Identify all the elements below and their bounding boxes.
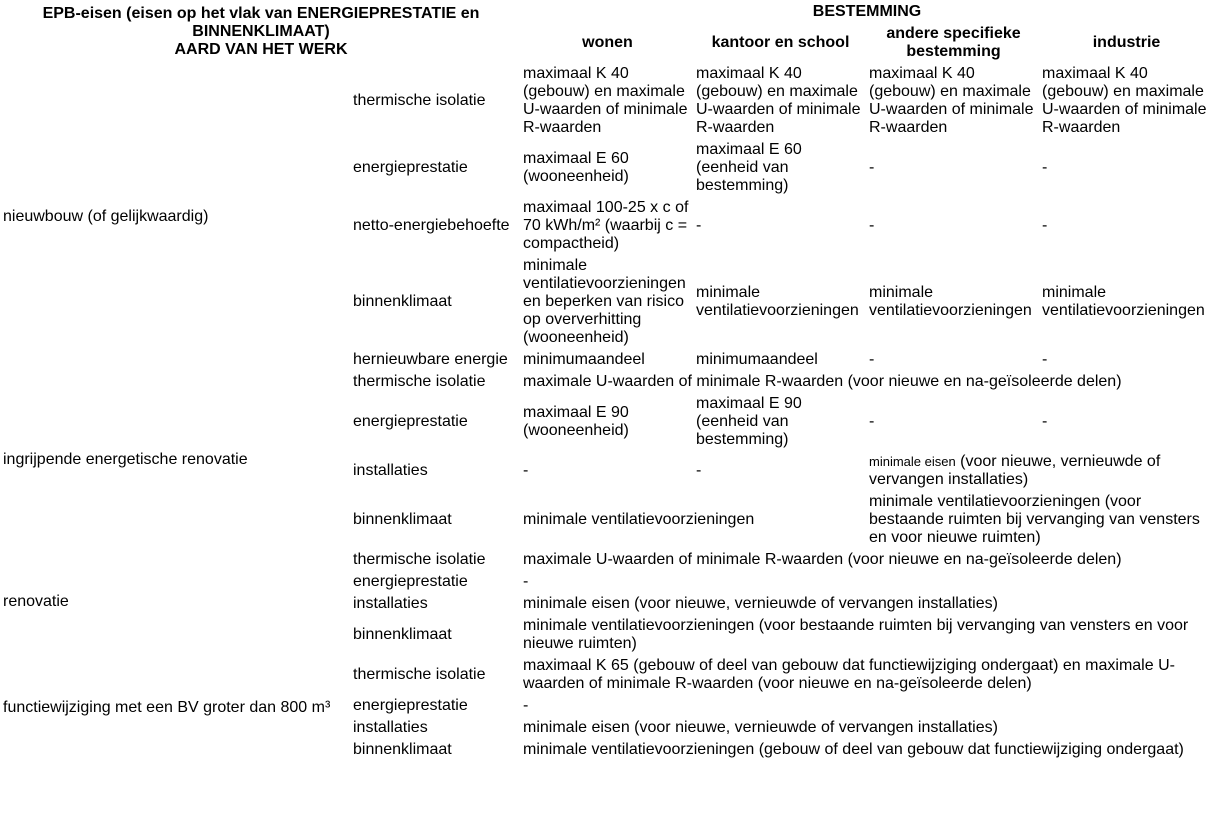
text-e60: maximaal E 60 [523,150,629,167]
text-min-vent: minimale ventilatievoorzieningen [523,257,686,292]
cell-nieuwbouw-thermisch-industrie [1041,64,1212,138]
bestemming-label: BESTEMMING [812,3,922,20]
cell-nieuwbouw-binnen-industrie [1041,256,1212,348]
sub-label-thermische-isolatie: thermische isolatie [353,373,486,390]
text-dash: - [523,462,529,479]
text-voor-bestaande: (voor bestaande ruimten bij vervanging van vensters en voor nieuwe ruimten) [523,617,1189,652]
text-en: en [1062,657,1081,674]
text-wooneenheid: (wooneenheid) [523,329,629,346]
text-min-vent: minimale ventilatievoorzieningen [523,617,755,634]
corner-header-cell [2,2,520,62]
sub-label-energieprestatie: energieprestatie [353,159,468,176]
text-e90: maximaal E 90 [523,404,629,421]
text-k65: maximaal K 65 [523,657,629,674]
cell-ingrijpend-binnen-wonen-kantoor [522,492,866,548]
text-e90: maximaal E 90 [696,395,802,412]
text-dash: - [869,413,875,430]
text-voor-installaties: (voor nieuwe, vernieuwde of vervangen installaties) [634,719,998,736]
cell-nieuwbouw-hernieuwbaar-andere [868,350,1039,370]
text-dash: - [696,217,702,234]
header-row-bestemming [2,2,1212,22]
sub-label-thermische-isolatie: thermische isolatie [353,551,486,568]
text-wooneenheid: (wooneenheid) [523,422,629,439]
text-gebouw: (gebouw) [869,83,936,100]
text-min-eisen: minimale eisen [523,719,630,736]
cell-nieuwbouw-hernieuwbaar-kantoor [695,350,866,370]
text-voor-delen: (voor nieuwe en na-geïsoleerde delen) [847,373,1122,390]
text-voor-installaties: (voor nieuwe, vernieuwde of vervangen installaties) [634,595,998,612]
text-dash: - [1042,351,1048,368]
cell-nieuwbouw-hernieuwbaar-industrie [1041,350,1212,370]
text-netto-l3: 70 kWh/m² [523,217,601,234]
text-dash: - [869,159,875,176]
sub-label-binnenklimaat: binnenklimaat [353,293,452,310]
text-k40: maximaal K 40 [1042,65,1148,82]
sub-label-binnenklimaat: binnenklimaat [353,511,452,528]
text-gebouw: (gebouw) [696,83,763,100]
text-en: en [767,83,785,100]
cell-functie-installaties-all [522,718,1212,738]
cell-renovatie-installaties-all [522,594,1212,614]
cell-ingrijpend-energie-industrie [1041,394,1212,450]
cell-ingrijpend-energie-kantoor [695,394,866,450]
sub-label-hernieuwbare-energie: hernieuwbare energie [353,351,508,368]
text-eenheid: (eenheid van bestemming) [696,413,789,448]
cell-nieuwbouw-hernieuwbaar-wonen [522,350,693,370]
text-en: en [940,83,958,100]
text-min-eisen: minimale eisen [523,595,630,612]
cell-ingrijpend-installaties-andere-industrie [868,452,1212,490]
sub-label-energieprestatie: energieprestatie [353,573,468,590]
cell-nieuwbouw-netto-andere [868,198,1039,254]
cell-ingrijpend-binnen-andere-industrie [868,492,1212,548]
cell-ingrijpend-energie-andere [868,394,1039,450]
sub-label-binnenklimaat: binnenklimaat [353,741,452,758]
text-max-u-r: maximale U-waarden of minimale R-waarden [523,373,844,390]
text-max-u-r: maximale U-waarden of minimale R-waarden [523,551,844,568]
text-min-vent: minimale ventilatievoorzieningen [869,284,1032,319]
group-label-renovatie: renovatie [3,593,69,610]
cell-nieuwbouw-thermisch-andere [868,64,1039,138]
text-minimumaandeel: minimumaandeel [696,351,818,368]
text-dash: - [1042,413,1048,430]
text-voor-bestaande: (voor bestaande ruimten bij vervanging van vensters en voor nieuwe ruimten) [869,493,1200,546]
aard-van-het-werk-label: AARD VAN HET WERK [174,41,348,58]
text-en: en [523,293,541,310]
cell-functie-binnen-all [522,740,1212,760]
col-header-kantoor-en-school: kantoor en school [711,34,850,51]
col-header-wonen: wonen [582,34,633,51]
cell-nieuwbouw-energie-andere [868,140,1039,196]
text-gebouw: (gebouw) [1042,83,1109,100]
cell-renovatie-energie-all [522,572,1212,592]
text-max-u-r: maximale U-waarden of minimale R-waarden [1042,83,1207,136]
sub-label-installaties: installaties [353,595,428,612]
sub-label-thermische-isolatie: thermische isolatie [353,92,486,109]
cell-ingrijpend-energie-wonen [522,394,693,450]
sub-label-energieprestatie: energieprestatie [353,413,468,430]
group-label-ingrijpende-energetische-renovatie: ingrijpende energetische renovatie [3,451,248,468]
text-dash: - [696,462,702,479]
text-dash: - [869,217,875,234]
cell-nieuwbouw-binnen-andere [868,256,1039,348]
text-dash: - [523,697,529,714]
group-label-functiewijziging: functiewijziging met een BV groter dan 800 m³ [3,699,331,716]
sub-label-energieprestatie: energieprestatie [353,697,468,714]
cell-ingrijpend-installaties-wonen [522,452,693,490]
group-label-nieuwbouw: nieuwbouw (of gelijkwaardig) [3,208,209,225]
row-nieuwbouw-thermische-isolatie [2,64,1212,138]
cell-nieuwbouw-energie-industrie [1041,140,1212,196]
text-max-u-r: maximale U-waarden of minimale R-waarden [696,83,861,136]
text-min-eisen: minimale eisen [869,454,956,469]
text-min-vent: minimale ventilatievoorzieningen [696,284,859,319]
text-en: en [1113,83,1131,100]
line-k65 [523,657,1058,674]
cell-functie-energie-all [522,696,1212,716]
row-functie-thermische-isolatie [2,656,1212,694]
text-en: en [594,83,612,100]
cell-nieuwbouw-netto-kantoor [695,198,866,254]
cell-nieuwbouw-netto-wonen [522,198,693,254]
epb-title: EPB-eisen (eisen op het vlak van ENERGIEPRESTATIE en BINNENKLIMAAT) [42,5,480,40]
text-risico: beperken van risico op oververhitting [523,293,684,328]
text-max-u-r: maximale U-waarden of minimale R-waarden [523,657,1175,692]
text-min-vent: minimale ventilatievoorzieningen [523,511,755,528]
cell-ingrijpend-installaties-kantoor [695,452,866,490]
text-netto-l1: maximaal 100-25 x c [523,199,671,216]
corner-inner [3,5,519,59]
sub-label-netto-energiebehoefte: netto-energiebehoefte [353,217,510,234]
text-wooneenheid: (wooneenheid) [523,168,629,185]
cell-nieuwbouw-binnen-wonen [522,256,693,348]
sub-label-installaties: installaties [353,719,428,736]
cell-ingrijpend-thermisch-all [522,372,1212,392]
row-renovatie-thermische-isolatie [2,550,1212,570]
text-min-vent: minimale ventilatievoorzieningen [869,493,1101,510]
bestemming-header-cell [522,2,1212,22]
cell-nieuwbouw-energie-wonen [522,140,693,196]
text-max-u-r: maximale U-waarden of minimale R-waarden [523,83,688,136]
cell-renovatie-binnen-all [522,616,1212,654]
text-dash: - [1042,159,1048,176]
text-dash: - [869,351,875,368]
cell-nieuwbouw-thermisch-wonen [522,64,693,138]
cell-functie-thermisch-all [522,656,1212,694]
cropped-red-text-artifact [25,0,1150,3]
row-ingrijpend-thermische-isolatie [2,372,1212,392]
cell-nieuwbouw-energie-kantoor [695,140,866,196]
text-dash: - [1042,217,1048,234]
cell-nieuwbouw-binnen-kantoor [695,256,866,348]
sub-label-installaties: installaties [353,462,428,479]
text-gebouw-fw: (gebouw of deel van gebouw dat functiewijziging ondergaat) [758,741,1184,758]
cell-renovatie-thermisch-all [522,550,1212,570]
text-eenheid: (eenheid van bestemming) [696,159,789,194]
text-netto-l2: of [675,199,689,216]
text-voor-installaties: (voor nieuwe, vernieuwde of vervangen installaties) [869,453,1161,488]
text-k40: maximaal K 40 [696,65,802,82]
text-k40: maximaal K 40 [523,65,629,82]
text-k40: maximaal K 40 [869,65,975,82]
text-min-vent: minimale ventilatievoorzieningen [1042,284,1205,319]
text-netto-l4: (waarbij c = compactheid) [523,217,688,252]
text-e60: maximaal E 60 [696,141,802,158]
text-min-vent: minimale ventilatievoorzieningen [523,741,755,758]
col-header-industrie: industrie [1092,34,1161,51]
text-max-u-r: maximale U-waarden of minimale R-waarden [869,83,1034,136]
cell-nieuwbouw-thermisch-kantoor [695,64,866,138]
text-gebouw-fw: (gebouw of deel van gebouw dat functiewijziging ondergaat) [633,657,1059,674]
sub-label-binnenklimaat: binnenklimaat [353,626,452,643]
text-voor-delen: (voor nieuwe en na-geïsoleerde delen) [757,675,1032,692]
text-minimumaandeel: minimumaandeel [523,351,645,368]
text-voor-delen: (voor nieuwe en na-geïsoleerde delen) [847,551,1122,568]
sub-label-thermische-isolatie: thermische isolatie [353,666,486,683]
cell-nieuwbouw-netto-industrie [1041,198,1212,254]
col-header-andere-specifieke-bestemming: andere specifieke bestemming [886,25,1021,60]
text-dash: - [523,573,529,590]
text-gebouw: (gebouw) [523,83,590,100]
